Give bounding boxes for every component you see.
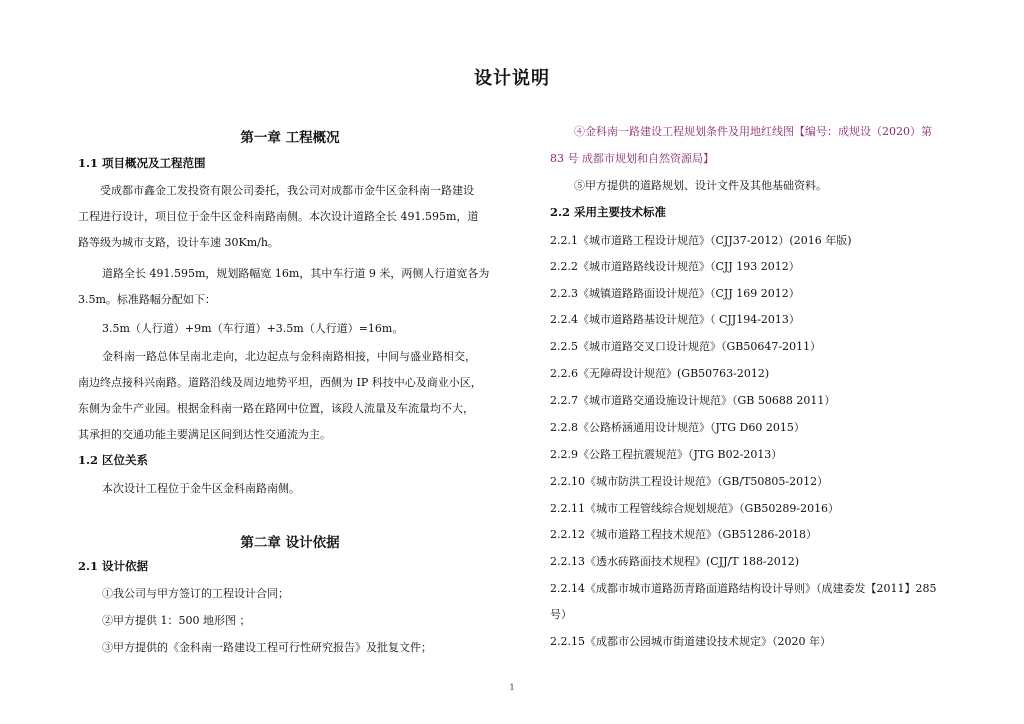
standard-item: 2.2.1《城市道路工程设计规范》（CJJ37-2012）(2016 年版) [550, 234, 852, 247]
paragraph-line: 3.5m。标准路幅分配如下： [78, 293, 216, 306]
standard-item: 2.2.2《城市道路路线设计规范》（CJJ 193 2012） [550, 260, 800, 273]
section-2-1-heading: 2.1 设计依据 [78, 559, 149, 573]
standard-item: 2.2.12《城市道路工程技术规范》（GB51286-2018） [550, 528, 818, 541]
standard-item: 2.2.10《城市防洪工程设计规范》（GB/T50805-2012） [550, 475, 829, 488]
section-2-2-heading: 2.2 采用主要技术标准 [550, 205, 667, 219]
standard-item: 2.2.3《城镇道路路面设计规范》（CJJ 169 2012） [550, 287, 800, 300]
standard-item: 2.2.9《公路工程抗震规范》（JTG B02-2013） [550, 448, 783, 461]
standard-item: 2.2.8《公路桥涵通用设计规范》（JTG D60 2015） [550, 421, 805, 434]
standard-item: 2.2.7《城市道路交通设施设计规范》（GB 50688 2011） [550, 394, 836, 407]
page-number: 1 [509, 683, 515, 692]
paragraph-line: 受成都市鑫金工发投资有限公司委托，我公司对成都市金牛区金科南一路建设 [100, 184, 474, 197]
standard-item: 2.2.6《无障碍设计规范》(GB50763-2012) [550, 367, 770, 380]
chapter-1-heading: 第一章 工程概况 [240, 130, 340, 146]
basis-item: ③甲方提供的《金科南一路建设工程可行性研究报告》及批复文件； [102, 641, 432, 654]
standard-item: 2.2.4《城市道路路基设计规范》（ CJJ194-2013） [550, 313, 800, 326]
standard-item: 2.2.14《成都市城市道路沥青路面道路结构设计导则》（成建委发【2011】285 [550, 582, 937, 595]
standard-item: 2.2.5《城市道路交叉口设计规范》（GB50647-2011） [550, 340, 822, 353]
chapter-2-heading: 第二章 设计依据 [240, 535, 340, 551]
paragraph-line: 本次设计工程位于金牛区金科南路南侧。 [102, 482, 300, 495]
standard-item-continuation: 号） [550, 608, 572, 621]
section-1-1-heading: 1.1 项目概况及工程范围 [78, 156, 206, 170]
basis-item: ②甲方提供 1：500 地形图 ； [102, 614, 251, 627]
paragraph-line: 南边终点接科兴南路。道路沿线及周边地势平坦，西侧为 IP 科技中心及商业小区， [78, 376, 482, 389]
document-title: 设计说明 [474, 68, 550, 89]
basis-item: ①我公司与甲方签订的工程设计合同； [102, 587, 289, 600]
paragraph-line: 3.5m（人行道）+9m（车行道）+3.5m（人行道）=16m。 [102, 322, 404, 335]
paragraph-line: 路等级为城市支路，设计车速 30Km/h。 [78, 236, 279, 249]
standard-item: 2.2.15《成都市公园城市街道建设技术规定》（2020 年） [550, 635, 831, 648]
paragraph-line: 东侧为金牛产业园。根据金科南一路在路网中位置，该段人流量及车流量均不大， [78, 402, 474, 415]
basis-item: ⑤甲方提供的道路规划、设计文件及其他基础资料。 [574, 179, 827, 192]
standard-item: 2.2.11《城市工程管线综合规划规范》（GB50289-2016） [550, 502, 840, 515]
paragraph-line: 工程进行设计，项目位于金牛区金科南路南侧。本次设计道路全长 491.595m，道 [78, 210, 479, 223]
section-1-2-heading: 1.2 区位关系 [78, 453, 149, 467]
paragraph-line: 金科南一路总体呈南北走向，北边起点与金科南路相接，中间与盛业路相交， [102, 350, 476, 363]
paragraph-line: 道路全长 491.595m，规划路幅宽 16m，其中车行道 9 米，两侧人行道宽各为 [102, 267, 490, 280]
paragraph-line: 其承担的交通功能主要满足区间到达性交通流为主。 [78, 428, 331, 441]
standard-item: 2.2.13《透水砖路面技术规程》(CJJ/T 188-2012) [550, 555, 800, 568]
basis-item-continuation: 83 号 成都市规划和自然资源局】 [550, 152, 714, 165]
basis-item: ④金科南一路建设工程规划条件及用地红线图【编号：成规设（2020）第 [574, 125, 932, 138]
